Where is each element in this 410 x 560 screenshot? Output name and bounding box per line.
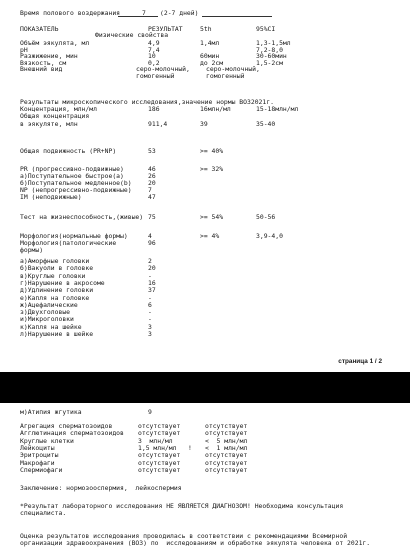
physical-row-5th: до 2см — [200, 58, 224, 67]
morphology-path-label-1: Морфология(патологические — [20, 239, 117, 247]
morphology-row-result: - — [148, 271, 152, 280]
cells-row-norm: отсутствует — [205, 465, 248, 474]
morphology-path-label-2: формы) — [20, 246, 44, 254]
physical-row-5th: 60мин — [200, 52, 220, 60]
motility-row-result: 7 — [148, 186, 152, 194]
morphology-row-name: б)Вакуоли в головке — [20, 264, 94, 273]
morphology-row-result: 3 — [148, 330, 152, 338]
morphology-row-name: а)Аморфные головки — [20, 257, 90, 265]
motility-row-result: 20 — [148, 179, 156, 187]
physical-row-result: 0,2 — [148, 58, 160, 67]
physical-row-name: Объём эякулята, мл — [20, 39, 90, 47]
motility-row-5th: >= 32% — [200, 165, 224, 173]
micro-row-name: в эякуляте, млн — [20, 120, 78, 128]
cells-row-norm: < 5 млн/мл — [205, 436, 248, 445]
motility-row-name: IM (неподвижные) — [20, 193, 82, 201]
vitality-name: Тест на жизнеспособность,(живые) — [20, 213, 144, 221]
motility-total-result: 53 — [148, 147, 156, 155]
morphology-row-result: 37 — [148, 286, 156, 295]
section-physical: Физические свойства — [95, 31, 169, 39]
morphology-row-name: г)Нарушение в акросоме — [20, 278, 105, 287]
abstinence-unit: (2-7 дней) — [160, 9, 199, 17]
morphology-row-result: - — [148, 308, 152, 317]
atypia-result: 9 — [148, 408, 152, 416]
col-result-header: РЕЗУЛЬТАТ — [148, 25, 183, 33]
physical-row-name: pH — [20, 45, 28, 54]
morphology-path-result: 96 — [148, 239, 156, 247]
physical-row-5th: 1,4мл — [200, 39, 220, 47]
physical-row-ci: серо-молочный, — [206, 65, 260, 73]
micro-row-result: 911,4 — [148, 120, 168, 128]
abstinence-underline — [118, 16, 158, 17]
morphology-normal-ci: 3,9-4,0 — [256, 232, 283, 240]
morphology-normal-name: Морфология(нормальные формы) — [20, 232, 128, 240]
physical-row-name: Внешний вид — [20, 65, 63, 73]
morphology-row-name: е)Капля на головке — [20, 293, 90, 302]
motility-row-name: PR (прогрессивно-подвижные) — [20, 165, 124, 173]
motility-row-name: NP (непрогрессивно-подвижные) — [20, 186, 132, 194]
morphology-row-result: 3 — [148, 322, 152, 331]
morphology-row-name: к)Капля на шейке — [20, 322, 82, 331]
physical-row-result: 4,9 — [148, 39, 160, 47]
micro-row-name: Концентрация, млн/мл — [20, 105, 97, 113]
cells-row-name: Лейкоциты — [20, 443, 55, 452]
morphology-row-name: з)Двухголовые — [20, 308, 71, 317]
cells-row-name: Спермиофаги — [20, 465, 63, 474]
physical-row-ci: 30-60мин — [256, 52, 287, 60]
abstinence-underline-2 — [202, 16, 272, 17]
cells-row-norm: отсутствует — [205, 458, 248, 467]
cells-row-norm: < 1 млн/мл — [205, 443, 248, 452]
page-number: страница 1 / 2 — [338, 358, 382, 365]
cells-row-norm: отсутствует — [205, 451, 248, 460]
morphology-row-name: в)Круглые головки — [20, 271, 86, 280]
physical-row-result: серо-молочный, — [136, 65, 190, 73]
cells-row-result: 1,5 млн/мл ! — [138, 443, 192, 452]
disclaimer-line-2: специалиста. — [20, 509, 67, 517]
cells-row-result: отсутствует — [138, 422, 181, 430]
cells-row-norm: отсутствует — [205, 429, 248, 438]
footer-line-2: организации здравоохранения (ВОЗ) по исследованиям и обработке эякулята человека от 2021г. — [20, 539, 371, 547]
morphology-normal-5th: >= 4% — [200, 232, 220, 240]
micro-row-name: Общая концентрация — [20, 112, 90, 120]
cells-row-name: Круглые клетки — [20, 436, 74, 445]
physical-row-ci: гомогенный — [206, 71, 245, 80]
motility-row-result: 26 — [148, 172, 156, 180]
motility-row-result: 47 — [148, 193, 156, 201]
morphology-row-result: 20 — [148, 264, 156, 273]
morphology-row-name: ж)Ацефалические — [20, 300, 78, 309]
physical-row-name: Вязкость, см — [20, 58, 67, 67]
cells-row-name: Макрофаги — [20, 458, 55, 467]
cells-row-result: отсутствует — [138, 451, 181, 460]
col-5th-header: 5th — [200, 25, 212, 33]
conclusion: Заключение: нормозооспермия, лейкоспермия — [20, 484, 182, 492]
motility-row-name: а)Поступательное быстрое(a) — [20, 172, 124, 180]
micro-row-ci: 15-18млн/мл — [256, 105, 299, 113]
cells-row-result: 3 млн/мл — [138, 436, 173, 445]
abstinence-label: Время полового воздержания — [20, 9, 121, 17]
morphology-row-result: - — [148, 315, 152, 324]
motility-row-name: б)Поступательное медленное(b) — [20, 179, 132, 187]
col-param-header: ПОКАЗАТЕЛЬ — [20, 25, 59, 33]
micro-row-result: 186 — [148, 105, 160, 113]
morphology-normal-result: 4 — [148, 232, 152, 240]
footer-line-1: Оценка результатов исследования проводилась в соответствии с рекомендациями Всемирной — [20, 532, 348, 540]
cells-row-result: отсутствует — [138, 429, 181, 438]
physical-row-ci: 1,5-2см — [256, 58, 283, 67]
morphology-row-result: 6 — [148, 300, 152, 309]
micro-row-5th: 16млн/мл — [200, 105, 231, 113]
physical-row-result: 10 — [148, 52, 156, 60]
physical-row-ci: 7,2-8,0 — [256, 45, 283, 54]
micro-row-5th: 39 — [200, 120, 208, 128]
abstinence-value: 7 — [142, 9, 146, 17]
vitality-5th: >= 54% — [200, 213, 224, 221]
morphology-row-name: и)Микроголовки — [20, 315, 74, 324]
atypia-label: м)Атипия жгутика — [20, 408, 82, 416]
micro-row-ci: 35-40 — [256, 120, 276, 128]
cells-row-name: Эритроциты — [20, 451, 59, 460]
col-ci-header: 95%CI — [256, 25, 276, 33]
cells-row-norm: отсутствует — [205, 422, 248, 430]
physical-row-ci: 1,3-1,5мл — [256, 39, 291, 47]
morphology-row-name: д)Удлинение головки — [20, 286, 94, 295]
morphology-row-name: л)Нарушение в шейке — [20, 330, 94, 338]
vitality-ci: 50-56 — [256, 213, 276, 221]
motility-row-result: 46 — [148, 165, 156, 173]
micro-title: Результаты микроскопического исследования,значение нормы ВОЗ2021г. — [20, 98, 274, 106]
morphology-row-result: - — [148, 293, 152, 302]
physical-row-result: гомогенный — [136, 71, 175, 80]
physical-row-result: 7,4 — [148, 45, 160, 54]
physical-row-name: Разжижение, мин — [20, 52, 78, 60]
cells-row-name: Агглютинация сперматозоидов — [20, 429, 124, 438]
morphology-row-result: 2 — [148, 257, 152, 265]
cells-row-name: Агрегация сперматозоидов — [20, 422, 113, 430]
disclaimer-line-1: *Результат лабораторного исследования НЕ ЯВЛЯЕТСЯ ДИАГНОЗОМ! Необходима консультация — [20, 502, 344, 510]
vitality-result: 75 — [148, 213, 156, 221]
motility-total-5th: >= 40% — [200, 147, 224, 155]
cells-row-result: отсутствует — [138, 458, 181, 467]
motility-total-name: Общая подвижность (PR+NP) — [20, 147, 117, 155]
morphology-row-result: 16 — [148, 278, 156, 287]
page-break-band — [0, 372, 410, 403]
cells-row-result: отсутствует — [138, 465, 181, 474]
